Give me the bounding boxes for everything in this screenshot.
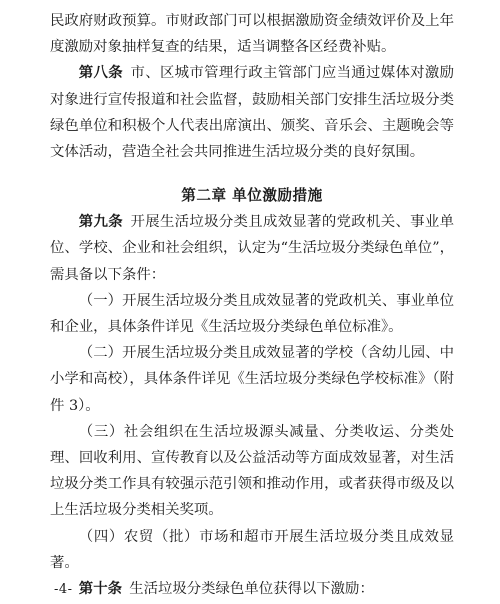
article-9 (50, 209, 454, 288)
article-label: 第九条 (78, 213, 123, 231)
article-label: 第八条 (78, 64, 123, 82)
condition-text: （三）社会组织在生活垃圾源头减量、分类收运、分类处理、回收利用、宣传教育以及公益活动等方面成效显著，对生活垃圾分类工作具有较强示范引领和推动作用，或者获得市级及以上生活垃圾分类相关奖项。 (50, 423, 454, 519)
page-number: -4- (54, 582, 73, 597)
article-text: 市、区城市管理行政主管部门应当通过媒体对激励对象进行宣传报道和社会监督，鼓励相关部门安排生活垃圾分类绿色单位和积极个人代表出席演出、颁奖、音乐会、主题晚会等文体活动，营造全社会共同推进生活垃圾分类的良好氛围。 (50, 65, 454, 161)
article-text: 开展生活垃圾分类且成效显著的党政机关、事业单位、学校、企业和社会组织，认定为“生活垃圾分类绿色单位”，需具备以下条件： (50, 214, 454, 283)
article-label: 第十条 (78, 580, 122, 598)
condition-1 (50, 288, 454, 340)
paragraph-budget-continuation (50, 8, 454, 60)
condition-text: （一）开展生活垃圾分类且成效显著的党政机关、事业单位和企业，具体条件详见《生活垃圾分类绿色单位标准》。 (50, 292, 454, 336)
condition-4 (50, 524, 454, 576)
article-8 (50, 60, 454, 165)
document-body (50, 8, 454, 602)
chapter-title: 第二章 单位激励措施 (181, 187, 323, 205)
condition-text: （二）开展生活垃圾分类且成效显著的学校（含幼儿园、中小学和高校），具体条件详见《生活垃圾分类绿色学校标准》（附件 3）。 (50, 345, 454, 414)
condition-2 (50, 340, 454, 419)
article-10 (50, 576, 454, 602)
paragraph-text: 民政府财政预算。市财政部门可以根据激励资金绩效评价及上年度激励对象抽样复查的结果，适当调整各区经费补贴。 (50, 13, 454, 56)
article-text: 生活垃圾分类绿色单位获得以下激励： (129, 581, 374, 598)
condition-text: （四）农贸（批）市场和超市开展生活垃圾分类且成效显著。 (50, 528, 454, 571)
condition-3 (50, 419, 454, 524)
